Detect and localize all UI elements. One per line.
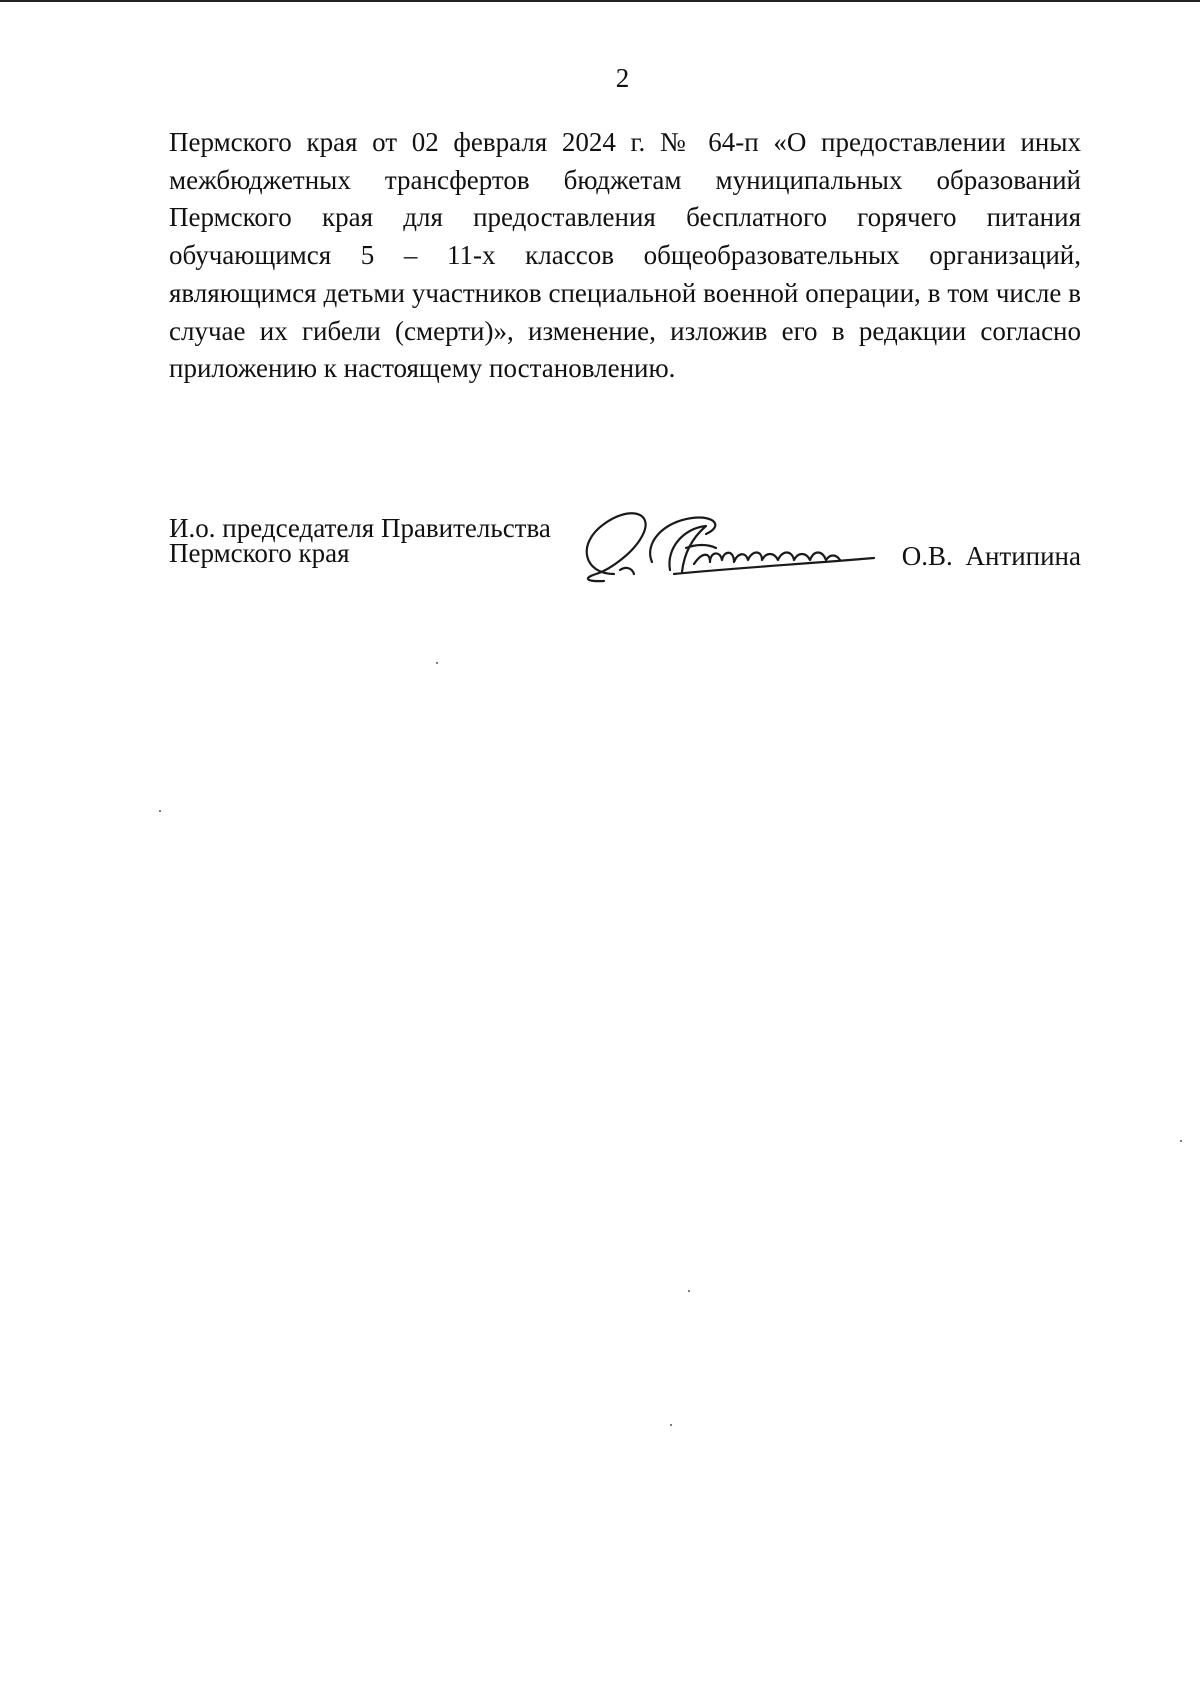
scan-speck <box>436 662 438 664</box>
signer-title-line-2: Пермского края <box>169 538 350 568</box>
scan-speck <box>688 1290 690 1292</box>
scan-speck <box>159 810 161 812</box>
signature-block <box>169 513 1081 596</box>
body-paragraph: Пермского края от 02 февраля 2024 г. № 64-п «О предоставлении иных межбюджетных трансфертов бюджетам муниципальных образований Пермского края для предоставления бесплатного горячего питания обучающимся 5 – 11-х классов общеобразовательных организаций, являющимся детьми участников специальной военной операции, в том числе в случае их гибели (смерти)», изменение, изложив его в редакции согласно приложению к настоящему постановлению. <box>169 127 1081 384</box>
signer-name: О.В. Антипина <box>901 541 1081 571</box>
scan-speck <box>670 1424 672 1426</box>
signer-title <box>169 513 551 568</box>
handwritten-signature <box>574 504 889 586</box>
page-top-edge <box>0 0 1200 2</box>
signer-title-line-1: И.о. председателя Правительства <box>169 513 551 543</box>
scan-speck <box>1180 1140 1182 1142</box>
page-number: 2 <box>615 63 630 93</box>
